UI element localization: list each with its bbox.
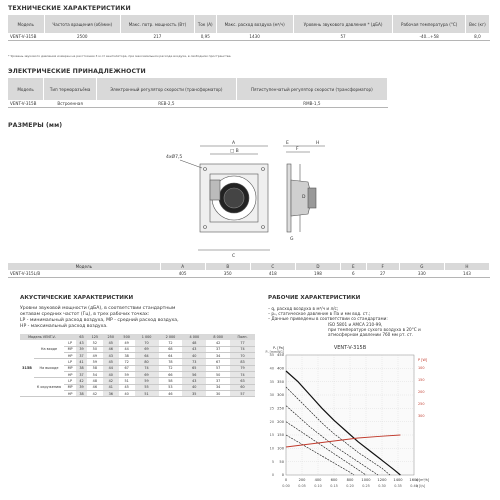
chart-y2-tick-label: 5 xyxy=(271,459,274,464)
acoustic-value-cell: 51 xyxy=(119,378,135,384)
chart-y2-tick-label: 45 xyxy=(269,353,274,358)
tech-value-cell: 1430 xyxy=(216,33,293,41)
chart-power-tick-label: 200 xyxy=(418,390,425,394)
chart-y2-tick-label: 35 xyxy=(269,379,274,384)
electrical-data-row xyxy=(8,100,388,108)
chart-y2-tick-label: 10 xyxy=(269,446,274,451)
dim-label-b: □ B xyxy=(230,149,239,154)
acoustic-value-cell: 40 xyxy=(103,371,119,377)
acoustic-text xyxy=(20,306,255,330)
chart-y-tick-label: 50 xyxy=(279,459,284,464)
dims-value-cell: 27 xyxy=(366,270,399,278)
chart-x-label: q [m³/h] xyxy=(416,478,430,482)
tech-header-cell: Частота вращения (об/мин) xyxy=(44,15,121,33)
acoustic-value-cell: 57 xyxy=(206,365,230,371)
acoustic-value-cell: 46 xyxy=(103,346,119,352)
acoustic-value-cell: 50 xyxy=(87,346,103,352)
acoustic-value-cell: 48 xyxy=(182,340,206,346)
acoustic-header-cell: Полн. xyxy=(230,334,255,340)
acoustic-value-cell: 72 xyxy=(159,365,183,371)
acoustic-text-line: октавам средних частот (Гц), в трех рабочих точках: xyxy=(20,312,150,317)
acoustic-value-cell: 39 xyxy=(76,346,87,352)
chart-y-tick-label: 150 xyxy=(277,433,284,438)
dimensions-title: РАЗМЕРЫ (мм) xyxy=(8,122,63,129)
acoustic-header-cell: 125 xyxy=(87,334,103,340)
acoustic-value-cell: 56 xyxy=(182,371,206,377)
chart-x2-tick-label: 0.20 xyxy=(346,484,354,488)
electrical-header-row xyxy=(8,78,388,100)
dims-value-cell: VENT-V-315L/B xyxy=(8,270,160,278)
acoustic-value-cell: 58 xyxy=(159,378,183,384)
dims-header-cell: D xyxy=(295,263,340,270)
acoustic-text-line: HP - максимальный расход воздуха. xyxy=(20,324,108,329)
chart-y-tick-label: 0 xyxy=(281,473,284,478)
acoustic-point-cell: HP xyxy=(64,353,76,359)
chart-title: VENT-V-315B xyxy=(333,345,367,351)
tech-header-cell: Модель xyxy=(8,15,44,33)
chart-y-label: Pₛ [Pa] xyxy=(272,346,284,350)
chart-y2-tick-label: 15 xyxy=(269,433,274,438)
acoustic-table xyxy=(20,334,255,397)
chart-y-tick-label: 200 xyxy=(277,419,284,424)
acoustic-value-cell: 53 xyxy=(159,384,183,390)
chart-x-tick-label: 200 xyxy=(298,478,306,482)
dims-value-cell: 350 xyxy=(205,270,250,278)
performance-text-line: – Данные приведены в соответствии со стандартами: xyxy=(268,316,388,322)
acoustic-value-cell: 80 xyxy=(135,359,159,365)
acoustic-value-cell: 43 xyxy=(182,378,206,384)
acoustic-value-cell: 69 xyxy=(135,346,159,352)
acoustic-title: АКУСТИЧЕСКИЕ ХАРАКТЕРИСТИКИ xyxy=(20,295,134,301)
acoustic-value-cell: 72 xyxy=(159,340,183,346)
dims-value-cell: 418 xyxy=(250,270,295,278)
dims-header-cell: E xyxy=(340,263,366,270)
dims-header-cell: H xyxy=(444,263,489,270)
dims-value-cell: 198 xyxy=(295,270,340,278)
tech-specs-table xyxy=(8,15,490,41)
acoustic-group-cell: На выходе xyxy=(34,359,64,378)
acoustic-text-line: LP - минимальный расход воздуха, MP - средний расход воздуха, xyxy=(20,318,179,323)
acoustic-value-cell: 49 xyxy=(119,340,135,346)
dimensions-table xyxy=(8,263,490,278)
chart-x-tick-label: 1600 xyxy=(409,478,419,482)
acoustic-value-cell: 65 xyxy=(182,365,206,371)
acoustic-value-cell: 46 xyxy=(159,390,183,396)
chart-x2-tick-label: 0.30 xyxy=(378,484,386,488)
acoustic-value-cell: 44 xyxy=(103,365,119,371)
acoustic-value-cell: 55 xyxy=(135,384,159,390)
dims-header-cell: C xyxy=(250,263,295,270)
chart-y-tick-label: 100 xyxy=(277,446,284,451)
chart-x2-tick-label: 0.35 xyxy=(394,484,402,488)
chart-y-tick-label: 300 xyxy=(277,393,284,398)
chart-y2-tick-label: 30 xyxy=(269,393,274,398)
acoustic-header-cell: Модель VENT-V- xyxy=(20,334,64,340)
tech-specs-title: ТЕХНИЧЕСКИЕ ХАРАКТЕРИСТИКИ xyxy=(8,5,131,12)
dims-header-cell: G xyxy=(399,263,444,270)
tech-value-cell: VENT-V-315B xyxy=(8,33,44,41)
chart-y-tick-label: 450 xyxy=(277,353,284,358)
acoustic-value-cell: 74 xyxy=(230,371,255,377)
acoustic-value-cell: 43 xyxy=(182,346,206,352)
acoustic-value-cell: 48 xyxy=(87,378,103,384)
chart-power-tick-label: 250 xyxy=(418,402,425,406)
acoustic-value-cell: 34 xyxy=(206,384,230,390)
acoustic-value-cell: 50 xyxy=(206,371,230,377)
dim-label-a: A xyxy=(232,141,236,146)
acoustic-value-cell: 66 xyxy=(159,371,183,377)
acoustic-value-cell: 63 xyxy=(230,378,255,384)
tech-value-cell: 0,95 xyxy=(194,33,216,41)
acoustic-value-cell: 83 xyxy=(230,359,255,365)
chart-y2-label: Pₛ [mmWG] xyxy=(265,350,284,354)
dimensions-data-row xyxy=(8,270,490,278)
electrical-title: ЭЛЕКТРИЧЕСКИЕ ПРИНАДЛЕЖНОСТИ xyxy=(8,68,146,75)
acoustic-value-cell: 45 xyxy=(119,384,135,390)
tech-value-cell: 2500 xyxy=(44,33,121,41)
acoustic-value-cell: 64 xyxy=(159,353,183,359)
dim-label-h: H xyxy=(316,141,320,146)
acoustic-point-cell: LP xyxy=(64,378,76,384)
acoustic-value-cell: 44 xyxy=(119,346,135,352)
acoustic-value-cell: 42 xyxy=(87,390,103,396)
acoustic-value-cell: 37 xyxy=(206,346,230,352)
chart-x-tick-label: 1200 xyxy=(377,478,387,482)
chart-y-tick-label: 400 xyxy=(277,366,284,371)
dim-label-f: F xyxy=(296,147,299,152)
acoustic-header-cell: 500 xyxy=(119,334,135,340)
acoustic-value-cell: 39 xyxy=(76,384,87,390)
chart-y2-tick-label: 40 xyxy=(269,366,274,371)
acoustic-header-cell: 8 000 xyxy=(206,334,230,340)
acoustic-value-cell: 42 xyxy=(76,378,87,384)
dims-value-cell: 330 xyxy=(399,270,444,278)
acoustic-value-cell: 64 xyxy=(135,353,159,359)
acoustic-value-cell: 41 xyxy=(76,359,87,365)
dims-value-cell: 405 xyxy=(160,270,205,278)
tech-header-cell: Макс. расход воздуха (м³/ч) xyxy=(216,15,293,33)
performance-text-line: – q, расход воздуха в м³/ч и л/с; xyxy=(268,306,339,311)
acoustic-value-cell: 42 xyxy=(206,340,230,346)
electrical-table xyxy=(8,78,388,108)
dim-label-e: E xyxy=(286,141,289,146)
chart-power-label: P [W] xyxy=(418,358,428,362)
acoustic-value-cell: 70 xyxy=(135,340,159,346)
acoustic-value-cell: 60 xyxy=(230,384,255,390)
tech-value-cell: -40...+58 xyxy=(393,33,465,41)
tech-value-cell: 57 xyxy=(293,33,393,41)
acoustic-point-cell: MP xyxy=(64,365,76,371)
performance-text-line: атмосферном давлении 760 мм рт. ст. xyxy=(328,332,414,338)
dims-header-cell: F xyxy=(366,263,399,270)
chart-x-tick-label: 800 xyxy=(346,478,354,482)
acoustic-value-cell: 73 xyxy=(182,359,206,365)
acoustic-value-cell: 74 xyxy=(230,346,255,352)
acoustic-value-cell: 42 xyxy=(103,378,119,384)
acoustic-value-cell: 78 xyxy=(159,359,183,365)
acoustic-value-cell: 77 xyxy=(230,340,255,346)
dim-label-d: D xyxy=(302,195,306,200)
acoustic-value-cell: 58 xyxy=(87,365,103,371)
dim-label-holes: 4xØ7,5 xyxy=(166,155,183,160)
tech-header-cell: Рабочая температура (°С) xyxy=(393,15,465,33)
dimensions-drawing xyxy=(150,132,350,262)
acoustic-value-cell: 69 xyxy=(135,371,159,377)
acoustic-value-cell: 37 xyxy=(76,371,87,377)
tech-specs-header-row xyxy=(8,15,490,33)
tech-specs-data-row xyxy=(8,33,490,41)
acoustic-value-cell: 49 xyxy=(87,353,103,359)
acoustic-value-cell: 40 xyxy=(119,390,135,396)
chart-power-tick-label: 300 xyxy=(418,414,425,418)
elec-header-cell: Электронный регулятор скорости (трансформатор) xyxy=(96,78,236,100)
chart-x2-tick-label: 0.10 xyxy=(314,484,322,488)
acoustic-value-cell: 74 xyxy=(135,365,159,371)
side-flange xyxy=(287,164,291,232)
chart-x2-label: q [l/s] xyxy=(416,484,426,488)
acoustic-value-cell: 52 xyxy=(87,340,103,346)
chart-x-tick-label: 600 xyxy=(330,478,338,482)
elec-header-cell: Тип терморазъёма xyxy=(44,78,97,100)
dim-label-g: G xyxy=(290,237,294,242)
acoustic-header-cell: 4 000 xyxy=(182,334,206,340)
tech-header-cell: Ток (А) xyxy=(194,15,216,33)
terminal-box xyxy=(210,180,220,200)
elec-header-cell: Модель xyxy=(8,78,44,100)
acoustic-value-cell: 38 xyxy=(76,365,87,371)
acoustic-value-cell: 30 xyxy=(206,390,230,396)
acoustic-value-cell: 67 xyxy=(119,365,135,371)
acoustic-value-cell: 41 xyxy=(103,384,119,390)
side-shaft xyxy=(308,188,316,208)
acoustic-value-cell: 68 xyxy=(159,346,183,352)
dims-header-cell: B xyxy=(205,263,250,270)
tech-header-cell: Уровень звукового давления * (дБА) xyxy=(293,15,393,33)
chart-y-tick-label: 350 xyxy=(277,379,284,384)
acoustic-point-cell: MP xyxy=(64,384,76,390)
acoustic-value-cell: 45 xyxy=(103,359,119,365)
chart-x2-tick-label: 0.00 xyxy=(282,484,290,488)
acoustic-value-cell: 59 xyxy=(87,359,103,365)
chart-x2-tick-label: 0.25 xyxy=(362,484,370,488)
elec-value-cell: Встроенная xyxy=(44,100,97,108)
acoustic-value-cell: 43 xyxy=(76,340,87,346)
performance-text xyxy=(268,306,493,337)
acoustic-value-cell: 51 xyxy=(135,390,159,396)
acoustic-value-cell: 54 xyxy=(87,371,103,377)
chart-x2-tick-label: 0.05 xyxy=(298,484,306,488)
chart-power-tick-label: 150 xyxy=(418,378,425,382)
acoustic-value-cell: 59 xyxy=(119,371,135,377)
performance-text-line: ISO 5801 и AMCA 210-99, xyxy=(328,321,383,327)
acoustic-value-cell: 59 xyxy=(135,378,159,384)
chart-x2-tick-label: 0.40 xyxy=(410,484,418,488)
acoustic-value-cell: 79 xyxy=(230,365,255,371)
acoustic-point-cell: LP xyxy=(64,340,76,346)
acoustic-value-cell: 38 xyxy=(76,390,87,396)
acoustic-point-cell: HP xyxy=(64,390,76,396)
tech-header-cell: Макс. потр. мощность (Вт) xyxy=(121,15,195,33)
elec-value-cell: RMB-1,5 xyxy=(236,100,387,108)
dims-header-cell: Модель xyxy=(8,263,160,270)
acoustic-value-cell: 37 xyxy=(76,353,87,359)
chart-x-tick-label: 400 xyxy=(314,478,322,482)
tech-header-cell: Вес (кг) xyxy=(465,15,489,33)
dim-label-c: C xyxy=(232,254,236,259)
performance-text-line: – pₛ, статическое давление в Па и мм вод. ст.; xyxy=(268,311,371,317)
acoustic-header-cell: 250 xyxy=(103,334,119,340)
acoustic-value-cell: 40 xyxy=(182,353,206,359)
acoustic-value-cell: 57 xyxy=(230,390,255,396)
dims-value-cell: 6 xyxy=(340,270,366,278)
acoustic-text-line: Уровни звуковой мощности (дБА), в соответствии стандартным xyxy=(20,306,176,311)
acoustic-value-cell: 36 xyxy=(103,390,119,396)
elec-value-cell: REB-2,5 xyxy=(96,100,236,108)
acoustic-group-cell: На входе xyxy=(34,340,64,359)
acoustic-header-cell: 1 000 xyxy=(135,334,159,340)
acoustic-point-cell: LP xyxy=(64,359,76,365)
chart-y-tick-label: 250 xyxy=(277,406,284,411)
chart-y2-tick-label: 0 xyxy=(271,473,274,478)
chart-x-tick-label: 1000 xyxy=(361,478,371,482)
acoustic-group-cell: К окружению xyxy=(34,378,64,397)
acoustic-point-cell: MP xyxy=(64,346,76,352)
acoustic-value-cell: 46 xyxy=(87,384,103,390)
acoustic-value-cell: 43 xyxy=(103,353,119,359)
elec-value-cell: VENT-V-315B xyxy=(8,100,44,108)
chart-power-tick-label: 100 xyxy=(418,366,425,370)
acoustic-value-cell: 67 xyxy=(206,359,230,365)
performance-title: РАБОЧИЕ ХАРАКТЕРИСТИКИ xyxy=(268,295,361,301)
acoustic-value-cell: 37 xyxy=(206,378,230,384)
acoustic-value-cell: 70 xyxy=(230,353,255,359)
chart-y2-tick-label: 20 xyxy=(269,419,274,424)
acoustic-model-cell: 315B xyxy=(20,340,34,397)
dims-header-cell: A xyxy=(160,263,205,270)
acoustic-value-cell: 40 xyxy=(182,384,206,390)
acoustic-header-cell: 2 000 xyxy=(159,334,183,340)
acoustic-value-cell: 45 xyxy=(103,340,119,346)
chart-y2-tick-label: 25 xyxy=(269,406,274,411)
chart-x-tick-label: 1400 xyxy=(393,478,403,482)
acoustic-value-cell: 72 xyxy=(119,359,135,365)
acoustic-value-cell: 34 xyxy=(206,353,230,359)
performance-chart xyxy=(262,335,437,495)
performance-text-line: при температуре сухого воздуха в 20°С и xyxy=(328,326,421,332)
dims-value-cell: 143 xyxy=(444,270,489,278)
tech-value-cell: 8,0 xyxy=(465,33,489,41)
chart-x-tick-label: 0 xyxy=(284,478,288,482)
chart-x2-tick-label: 0.15 xyxy=(330,484,338,488)
dimensions-header-row xyxy=(8,263,490,270)
elec-header-cell: Пятиступенчатый регулятор скорости (трансформатор) xyxy=(236,78,387,100)
acoustic-point-cell: HP xyxy=(64,371,76,377)
acoustic-value-cell: 35 xyxy=(182,390,206,396)
tech-value-cell: 217 xyxy=(121,33,195,41)
acoustic-header-cell: 63 xyxy=(76,334,87,340)
acoustic-value-cell: 38 xyxy=(119,353,135,359)
tech-footnote: * Уровень звукового давления измерен на расстоянии 3 м от вентилятора, при максимальном расходе воздуха, в свободном пространстве. xyxy=(8,54,232,58)
